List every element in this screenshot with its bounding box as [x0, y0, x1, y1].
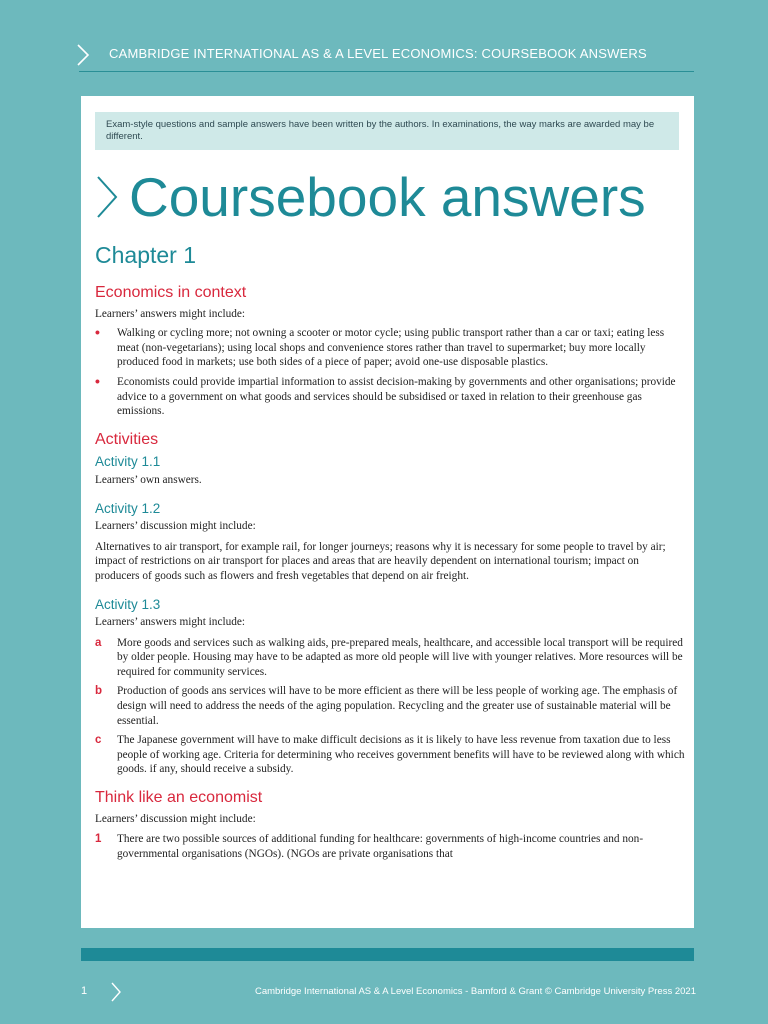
chevron-right-icon: [110, 982, 122, 1002]
running-header: [0, 0, 768, 72]
footer-bar: [81, 948, 694, 961]
activity-intro: Learners’ discussion might include:: [95, 520, 256, 533]
footer-credit: Cambridge International AS & A Level Economics - Bamford & Grant © Cambridge University Press 2021: [254, 986, 696, 997]
item-text: The Japanese government will have to make difficult decisions as it is likely to have less revenue from taxation due to less people of working age. Criteria for determining who receives government benefits will have to be reviewed along with which goods. if any, should receive a subsidy.: [117, 734, 685, 776]
list-item: [95, 372, 685, 419]
section-heading-context: Economics in context: [95, 284, 247, 301]
page-number: 1: [81, 985, 88, 997]
item-label: c: [95, 734, 102, 747]
activity-heading: Activity 1.1: [95, 454, 161, 470]
bullet-icon: •: [95, 324, 100, 341]
list-item: [95, 326, 685, 370]
page-title-text: Coursebook answers: [129, 166, 646, 228]
exam-notice: Exam-style questions and sample answers have been written by the authors. In examinations, the way marks are awarded may be different.: [95, 112, 679, 150]
chevron-right-icon: [95, 175, 119, 219]
header-divider: [79, 71, 694, 72]
list-item: [95, 684, 685, 728]
activity-intro: Learners’ answers might include:: [95, 616, 246, 629]
context-intro: Learners’ answers might include:: [95, 307, 246, 320]
answers-content: [95, 286, 685, 866]
item-label: b: [95, 685, 103, 698]
page-body: [81, 96, 694, 928]
item-text: There are two possible sources of additional funding for healthcare: governments of high-income countries and non-governmental organisations (NGOs). (NGOs are private organisations that: [117, 833, 644, 860]
activity-heading: Activity 1.3: [95, 596, 161, 612]
section-heading-think: Think like an economist: [95, 789, 263, 807]
chapter-heading: Chapter 1: [95, 242, 197, 268]
list-item: [95, 733, 685, 777]
activity-text: Learners’ own answers.: [95, 473, 202, 486]
bullet-text: Economists could provide impartial information to assist decision-making by governments and other organisations; provide advice to a government on what goods and services should be subsidised or taxed in relation to their greenhouse gas emissions.: [117, 375, 676, 418]
chevron-right-icon: [76, 44, 90, 66]
header-title: CAMBRIDGE INTERNATIONAL AS & A LEVEL ECONOMICS: COURSEBOOK ANSWERS: [109, 46, 647, 61]
item-text: More goods and services such as walking aids, pre-prepared meals, healthcare, and accessible local transport will be required by older people. Housing may have to be adapted as more old people will live with younger relatives. More resources will be required for community services.: [117, 636, 683, 678]
activity-heading: Activity 1.2: [95, 500, 161, 516]
activity-text: Alternatives to air transport, for example rail, for longer journeys; reasons why it is necessary for some people to travel by air; impact of restrictions on air transport for places and areas that are heavily dependent on international tourism; impact on producers of goods such as flowers and fresh vegetables that depend on air freight.: [95, 540, 666, 582]
bullet-icon: •: [95, 372, 100, 389]
item-text: Production of goods ans services will have to be more efficient as there will be less people of working age. The emphasis of design will need to address the needs of the aging population. Recycling and the greater use of sustainable material will be essential.: [117, 685, 678, 727]
section-heading-activities: Activities: [95, 430, 159, 448]
page-title: [95, 162, 646, 232]
bullet-text: Walking or cycling more; not owning a scooter or motor cycle; using public transport rather than a car or taxi; eating less meat (non-vegetarians); using local shops and convenience stores rather than travel to supermarket; buy more locally produced food in markets; use both sides of a piece of paper; avoid one-use disposable plastics.: [117, 327, 665, 369]
item-label: 1: [95, 833, 102, 846]
list-item: [95, 636, 685, 680]
list-item: [95, 832, 685, 861]
item-label: a: [95, 636, 102, 649]
think-intro: Learners’ discussion might include:: [95, 812, 256, 825]
